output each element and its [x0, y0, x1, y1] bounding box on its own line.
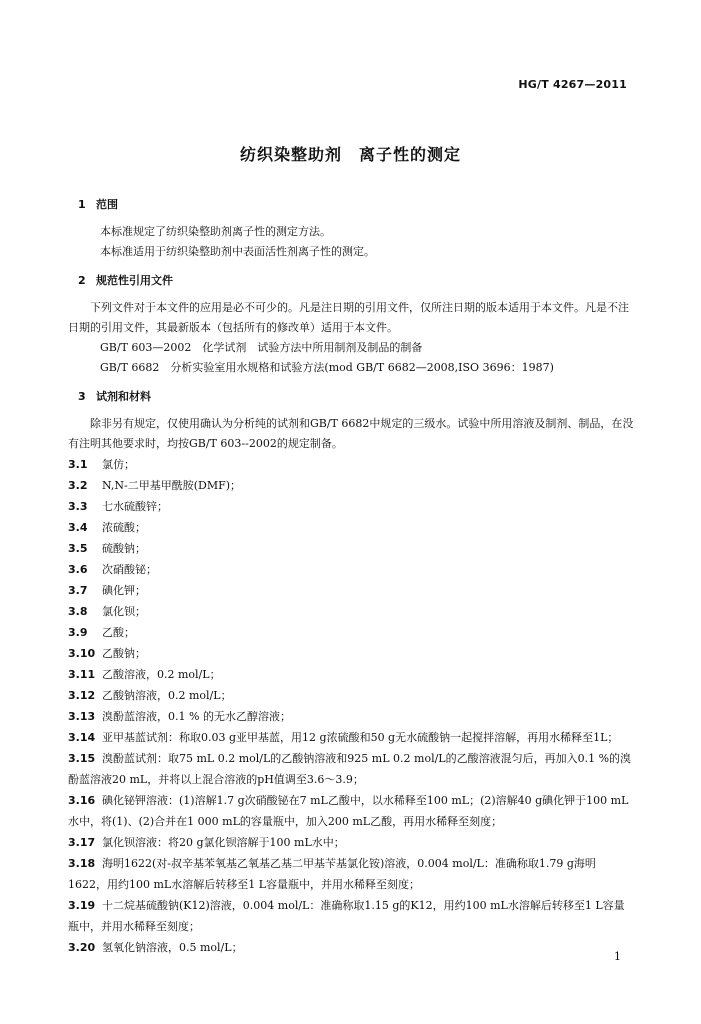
item-number: 3.3 [68, 500, 88, 513]
paragraph: 除非另有规定，仅使用确认为分析纯的试剂和GB/T 6682中规定的三级水。试验中所用溶液及制剂、制品，在没有注明其他要求时，均按GB/T 603--2002的规定制备。 [68, 417, 634, 450]
reagent-item [68, 685, 634, 706]
item-number: 3.11 [68, 668, 96, 681]
section-heading [78, 196, 634, 214]
reagent-item [68, 601, 634, 622]
reagent-item [68, 727, 634, 748]
item-number: 3.8 [68, 605, 88, 618]
section-title: 范围 [96, 198, 118, 211]
item-number: 3.2 [68, 479, 88, 492]
item-number: 3.5 [68, 542, 88, 555]
item-text: 十二烷基硫酸钠(K12)溶液，0.004 mol/L：准确称取1.15 g的K12，用约100 mL水溶解后转移至1 L容量瓶中，并用水稀释至刻度； [68, 899, 625, 933]
item-number: 3.17 [68, 836, 96, 849]
document-body [68, 196, 634, 958]
item-text: 乙酸钠； [102, 647, 146, 660]
paragraph: 下列文件对于本文件的应用是必不可少的。凡是注日期的引用文件，仅所注日期的版本适用于本文件。凡是不注日期的引用文件，其最新版本（包括所有的修改单）适用于本文件。 [68, 301, 629, 334]
item-number: 3.20 [68, 941, 96, 954]
section-heading [78, 388, 634, 406]
section-title: 试剂和材料 [96, 390, 151, 403]
reagent-item [68, 748, 634, 790]
item-number: 3.13 [68, 710, 96, 723]
reagent-item [68, 853, 634, 895]
reagent-item [68, 706, 634, 727]
item-text: 乙酸钠溶液，0.2 mol/L； [102, 689, 232, 702]
reagent-item [68, 517, 634, 538]
item-number: 3.1 [68, 458, 88, 471]
item-text: 氯仿； [102, 458, 135, 471]
paragraph: 本标准适用于纺织染整助剂中表面活性剂离子性的测定。 [100, 245, 375, 258]
section-heading [78, 272, 634, 290]
item-number: 3.10 [68, 647, 96, 660]
item-number: 3.6 [68, 563, 88, 576]
page-number: 1 [614, 950, 621, 963]
item-text: 次硝酸铋； [102, 563, 157, 576]
reagent-item [68, 496, 634, 517]
item-text: 海明1622(对-叔辛基苯氧基乙氧基乙基二甲基苄基氯化铵)溶液，0.004 mol/L：准确称取1.79 g海明1622，用约100 mL水溶解后转移至1 L容量瓶中，并用水稀释至刻度； [68, 857, 596, 891]
item-number: 3.12 [68, 689, 96, 702]
item-text: 氢氧化钠溶液，0.5 mol/L； [102, 941, 243, 954]
item-text: 亚甲基蓝试剂：称取0.03 g亚甲基蓝，用12 g浓硫酸和50 g无水硫酸钠一起搅拌溶解，再用水稀释至1L； [102, 731, 619, 744]
section-title: 规范性引用文件 [96, 274, 173, 287]
reagent-item [68, 832, 634, 853]
reagent-item [68, 664, 634, 685]
item-text: 浓硫酸； [102, 521, 146, 534]
item-number: 3.7 [68, 584, 88, 597]
reagent-item [68, 895, 634, 937]
item-number: 3.9 [68, 626, 88, 639]
reagent-item [68, 538, 634, 559]
item-number: 3.18 [68, 857, 96, 870]
document-title: 纺织染整助剂 离子性的测定 [239, 145, 461, 164]
item-number: 3.15 [68, 752, 96, 765]
section-number: 1 [78, 198, 86, 211]
paragraph: 本标准规定了纺织染整助剂离子性的测定方法。 [100, 225, 331, 238]
reagent-item [68, 790, 634, 832]
reagent-item [68, 559, 634, 580]
item-text: 乙酸溶液，0.2 mol/L； [102, 668, 221, 681]
item-text: 溴酚蓝试剂：取75 mL 0.2 mol/L的乙酸钠溶液和925 mL 0.2 mol/L的乙酸溶液混匀后，再加入0.1 %的溴酚蓝溶液20 mL，并将以上混合溶液的pH值调至3.6～3.9； [68, 752, 632, 786]
section-number: 3 [78, 390, 86, 403]
item-number: 3.4 [68, 521, 88, 534]
reagent-item [68, 622, 634, 643]
reagent-list [68, 454, 634, 958]
item-text: 氯化钡； [102, 605, 146, 618]
standard-number: HG/T 4267—2011 [518, 78, 627, 91]
section-number: 2 [78, 274, 86, 287]
reagent-item [68, 475, 634, 496]
item-number: 3.16 [68, 794, 96, 807]
item-text: 氯化钡溶液：将20 g氯化钡溶解于100 mL水中； [102, 836, 345, 849]
item-text: N,N-二甲基甲酰胺(DMF)； [102, 479, 242, 492]
reagent-item [68, 454, 634, 475]
item-text: 乙酸； [102, 626, 135, 639]
reagent-item [68, 580, 634, 601]
reagent-item [68, 643, 634, 664]
item-text: 七水硫酸锌； [102, 500, 168, 513]
item-text: 溴酚蓝溶液，0.1 % 的无水乙醇溶液； [102, 710, 291, 723]
item-text: 硫酸钠； [102, 542, 146, 555]
reagent-item [68, 937, 634, 958]
item-text: 碘化铋钾溶液：(1)溶解1.7 g次硝酸铋在7 mL乙酸中，以水稀释至100 mL；(2)溶解40 g碘化钾于100 mL水中，将(1)、(2)合并在1 000 mL的容量瓶中，加入200 mL乙酸，再用水稀释至刻度； [68, 794, 629, 828]
normative-reference: GB/T 6682 分析实验室用水规格和试验方法(mod GB/T 6682—2008,ISO 3696：1987) [100, 361, 554, 374]
normative-reference: GB/T 603—2002 化学试剂 试验方法中所用制剂及制品的制备 [100, 341, 423, 354]
item-number: 3.14 [68, 731, 96, 744]
item-text: 碘化钾； [102, 584, 146, 597]
item-number: 3.19 [68, 899, 96, 912]
